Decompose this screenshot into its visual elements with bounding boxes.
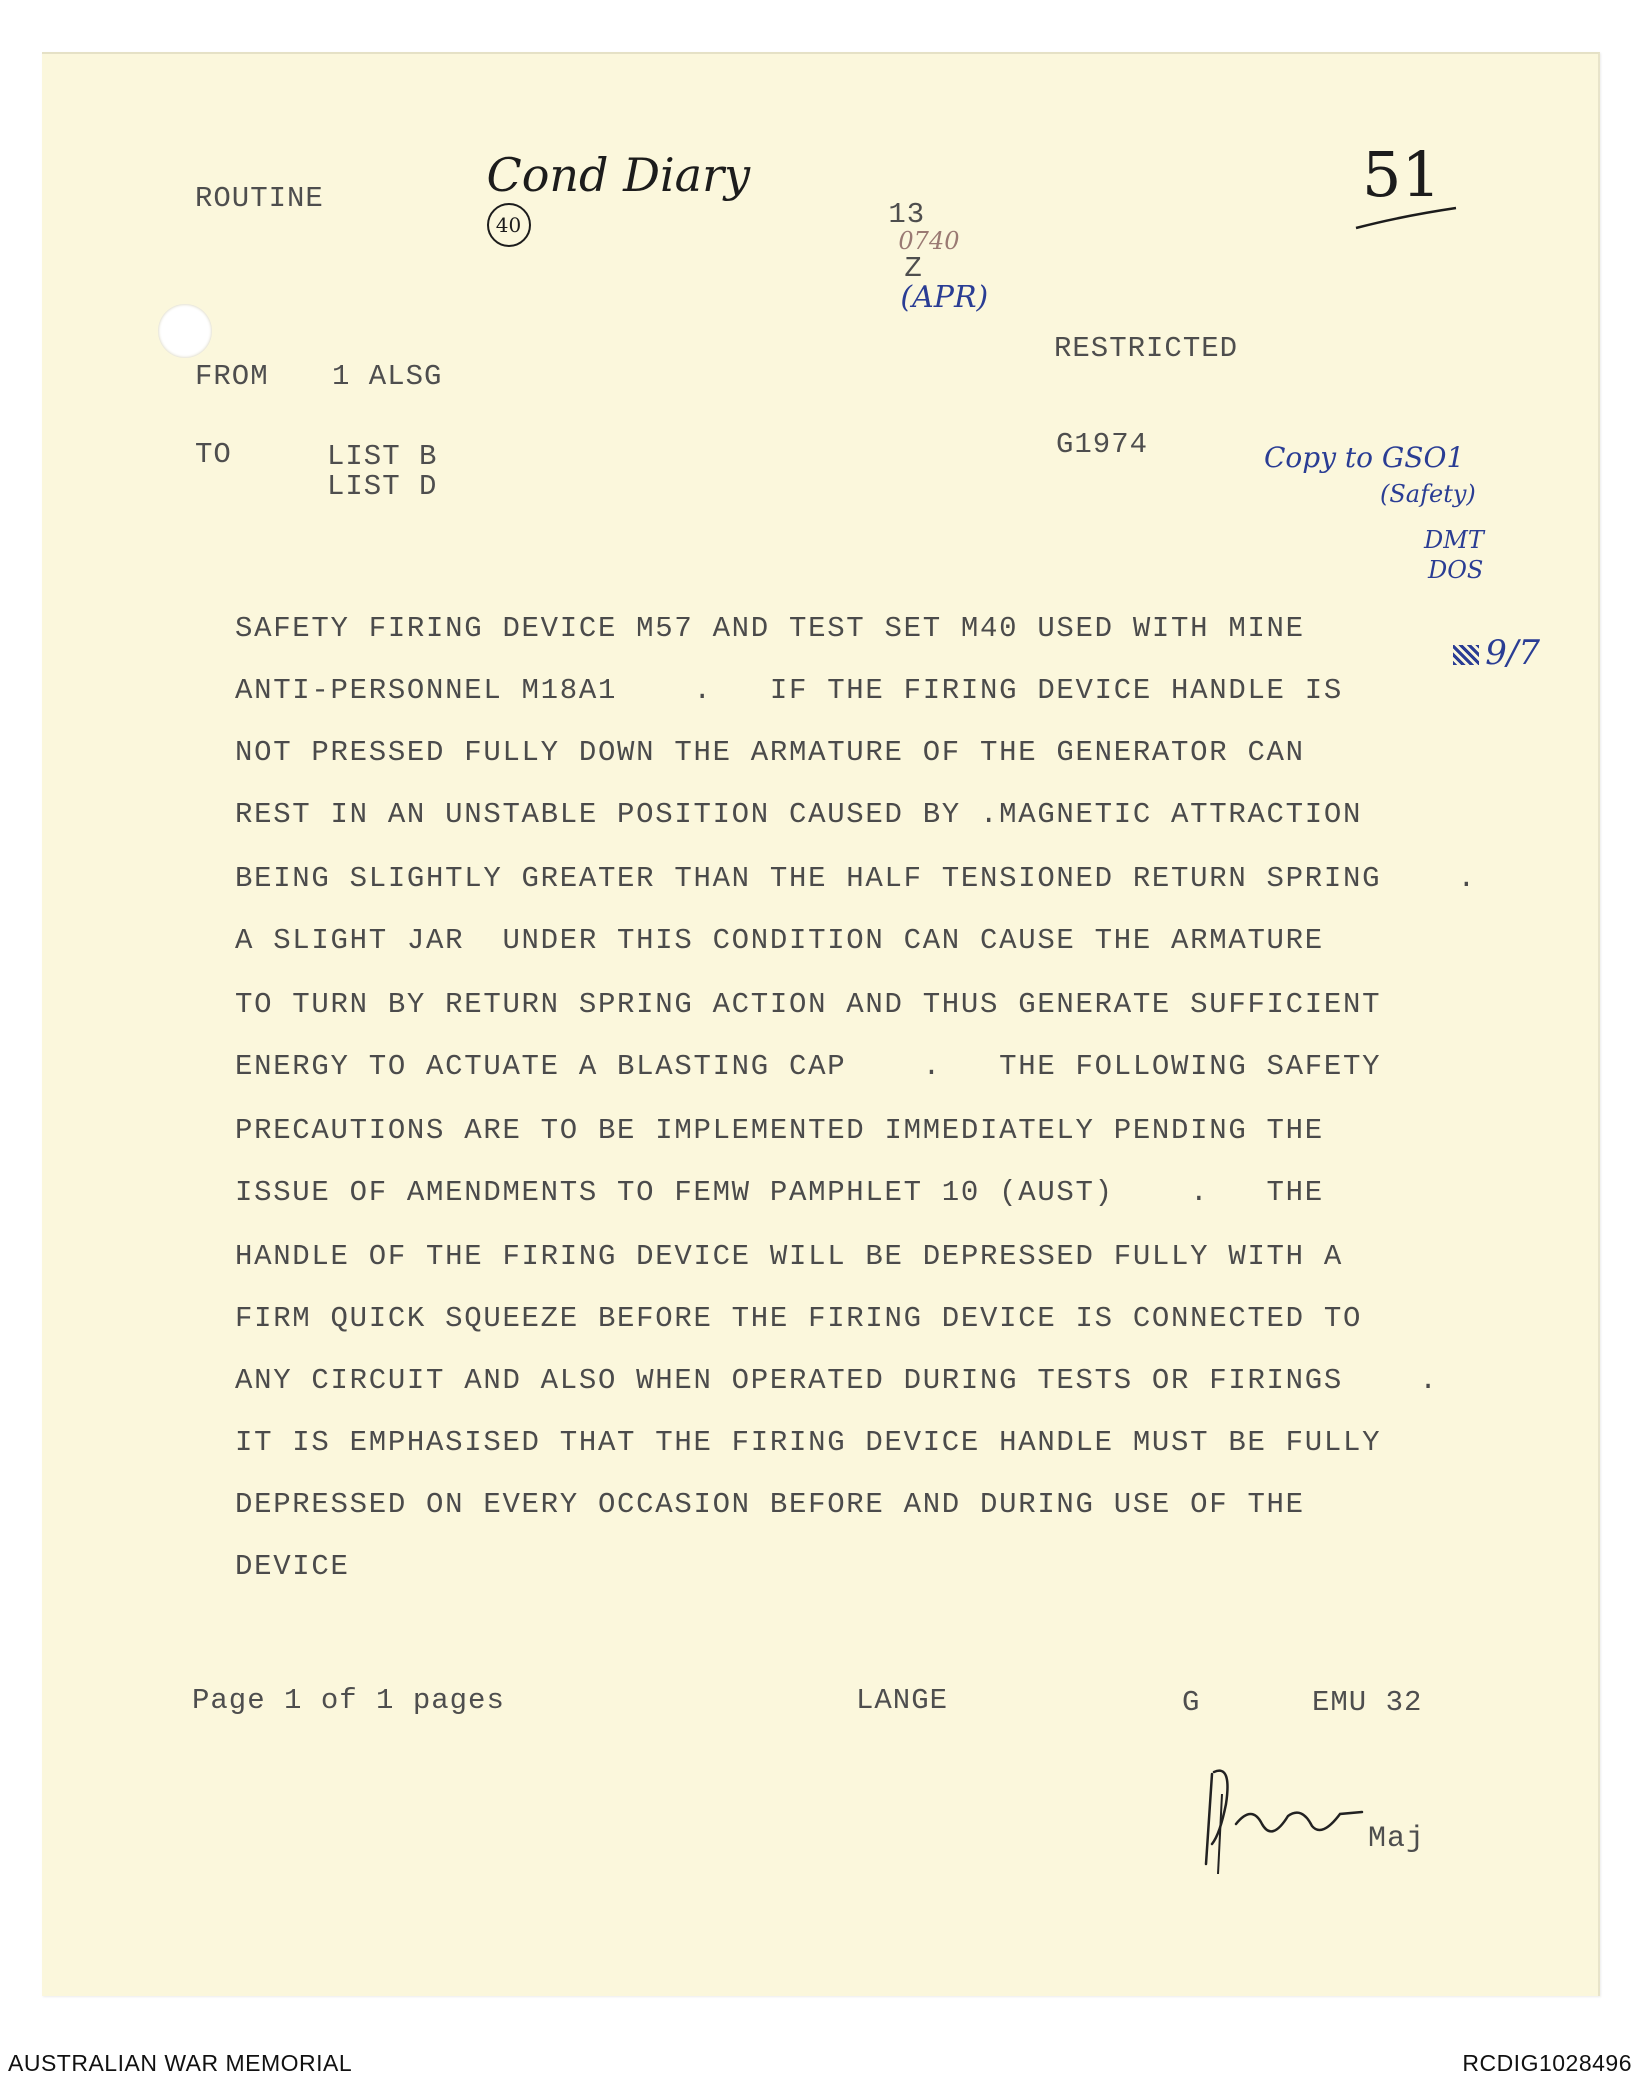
originator-name: LANGE [856, 1684, 949, 1717]
handwritten-date-note: 9/7 [1410, 602, 1540, 704]
body-line: ISSUE OF AMENDMENTS TO FEMW PAMPHLET 10 (AUST) . THE [235, 1176, 1324, 1209]
body-line: SAFETY FIRING DEVICE M57 AND TEST SET M40 USED WITH MINE [235, 612, 1305, 645]
handwritten-dmt-note: DMT [1424, 526, 1484, 554]
archive-record-id: RCDIG1028496 [1462, 2050, 1632, 2076]
body-line: BEING SLIGHTLY GREATER THAN THE HALF TENSIONED RETURN SPRING . [235, 862, 1477, 895]
body-line: IT IS EMPHASISED THAT THE FIRING DEVICE HANDLE MUST BE FULLY [235, 1426, 1382, 1459]
dtg-zone: Z [904, 252, 923, 285]
body-line: ANTI-PERSONNEL M18A1 . IF THE FIRING DEVICE HANDLE IS [235, 674, 1343, 707]
dtg-suffix-handwritten: (APR) [900, 280, 989, 315]
body-line: DEPRESSED ON EVERY OCCASION BEFORE AND DURING USE OF THE [235, 1488, 1305, 1521]
document-page [42, 52, 1600, 1996]
body-line: PRECAUTIONS ARE TO BE IMPLEMENTED IMMEDIATELY PENDING THE [235, 1114, 1324, 1147]
scribble-mark [1453, 645, 1479, 665]
grade: G [1182, 1686, 1201, 1719]
precedence: ROUTINE [195, 182, 324, 215]
body-line: A SLIGHT JAR UNDER THIS CONDITION CAN CAUSE THE ARMATURE [235, 924, 1324, 957]
extension: EMU 32 [1312, 1686, 1423, 1719]
body-line: FIRM QUICK SQUEEZE BEFORE THE FIRING DEVICE IS CONNECTED TO [235, 1302, 1363, 1335]
page-count: Page 1 of 1 pages [192, 1684, 505, 1717]
handwritten-folio-number: 51 [1362, 138, 1441, 211]
from-value: 1 ALSG [332, 360, 443, 393]
handwritten-safety-note: (Safety) [1380, 480, 1476, 508]
circled-number: 40 [487, 203, 531, 247]
handwritten-dos-note: DOS [1428, 556, 1484, 584]
dtg-time-handwritten: 0740 [898, 227, 960, 255]
to-list-b: LIST B [327, 440, 438, 473]
from-label: FROM [195, 360, 269, 393]
date-time-group [850, 182, 988, 331]
handwritten-diary-note: Cond Diary 40 [428, 106, 750, 293]
to-list-d: LIST D [327, 470, 438, 503]
handwritten-copy-note: Copy to GSO1 [1264, 441, 1465, 474]
to-label: TO [195, 438, 232, 471]
folio-underline [1352, 204, 1462, 234]
body-line: HANDLE OF THE FIRING DEVICE WILL BE DEPRESSED FULLY WITH A [235, 1240, 1343, 1273]
body-line: NOT PRESSED FULLY DOWN THE ARMATURE OF THE GENERATOR CAN [235, 736, 1305, 769]
signature [1192, 1754, 1392, 1884]
body-line: ENERGY TO ACTUATE A BLASTING CAP . THE FOLLOWING SAFETY [235, 1050, 1382, 1083]
punch-hole [158, 304, 212, 358]
message-reference: G1974 [1056, 428, 1149, 461]
body-line: TO TURN BY RETURN SPRING ACTION AND THUS GENERATE SUFFICIENT [235, 988, 1382, 1021]
body-line: ANY CIRCUIT AND ALSO WHEN OPERATED DURING TESTS OR FIRINGS . [235, 1364, 1439, 1397]
rank: Maj [1368, 1822, 1426, 1856]
classification: RESTRICTED [1054, 332, 1239, 365]
dtg-day: 13 [888, 198, 926, 231]
body-line: DEVICE [235, 1550, 350, 1583]
body-line: REST IN AN UNSTABLE POSITION CAUSED BY .MAGNETIC ATTRACTION [235, 798, 1363, 831]
archive-institution: AUSTRALIAN WAR MEMORIAL [8, 2050, 353, 2076]
